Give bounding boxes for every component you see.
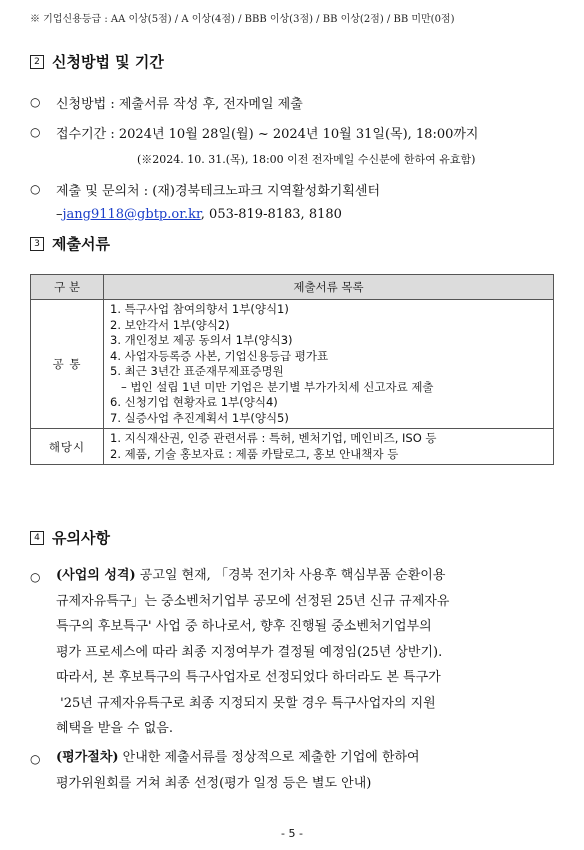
notice-evaluation-procedure: (평가절차) 안내한 제출서류를 정상적으로 제출한 기업에 한하여 평가위원회를 거쳐 최종 선정(평가 일정 등은 별도 안내) xyxy=(56,750,420,791)
table-row xyxy=(31,300,554,429)
bullet-icon: ○ xyxy=(30,570,41,584)
section-number-box: 2 xyxy=(30,55,44,69)
section-number-box: 4 xyxy=(30,531,44,545)
row-category: 공 통 xyxy=(31,300,104,429)
row-items xyxy=(104,300,554,429)
column-header: 제출서류 목록 xyxy=(104,275,554,300)
table-header-row xyxy=(31,275,554,300)
list-item: – 법인 설립 1년 미만 기업은 분기별 부가가치세 신고자료 제출 xyxy=(110,379,434,394)
list-item: 2. 보안각서 1부(양식2) xyxy=(110,317,230,332)
section-2-heading xyxy=(30,51,164,72)
column-header: 구 분 xyxy=(31,275,104,300)
bullet-icon: ○ xyxy=(30,752,41,766)
list-item: 3. 개인정보 제공 동의서 1부(양식3) xyxy=(110,333,293,347)
period-note: (※2024. 10. 31.(목), 18:00 이전 전자메일 수신분에 한하여 유효함) xyxy=(137,153,476,166)
table-row xyxy=(31,429,554,465)
notice-heading: (평가절차) xyxy=(56,750,119,765)
notice-business-nature: (사업의 성격) 공고일 현재, 「경북 전기차 사용후 핵심부품 순환이용 규제자유특구」는 중소벤처기업부 공모에 선정된 25년 신규 규제자유 특구의 후보특구' 사업 중 하나로서, 향후 진행될 중소벤처기업부의 평가 프로세스에 따라 최종 지정여부가 결정될 예정임(25년 상반기). 따라서, 본 후보특구의 특구사업자로 선정되었다 하더라도 본 특구가 '25년 규제자유특구로 최종 지정되지 못할 경우 특구사업자의 지원 혜택을 받을 수 없음. xyxy=(56,568,450,736)
notice-heading: (사업의 성격) xyxy=(56,568,136,583)
credit-grade-note: ※ 기업신용등급 : AA 이상(5점) / A 이상(4점) / BBB 이상(3점) / BB 이상(2점) / BB 미만(0점) xyxy=(30,14,455,25)
section-number-box: 3 xyxy=(30,237,44,251)
contact-info: 제출 및 문의처 : (재)경북테크노파크 지역활성화기획센터 xyxy=(56,184,381,199)
application-period: 접수기간 : 2024년 10월 28일(월) ~ 2024년 10월 31일(목), 18:00까지 xyxy=(56,127,479,142)
section-title: 유의사항 xyxy=(52,529,110,547)
bullet-icon: ○ xyxy=(30,125,41,139)
row-category: 해당시 xyxy=(31,429,104,465)
list-item: 6. 신청기업 현황자료 1부(양식4) xyxy=(110,395,278,409)
list-item: 5. 최근 3년간 표준재무제표증명원 xyxy=(110,364,284,378)
list-item: 7. 실증사업 추진계획서 1부(양식5) xyxy=(110,410,289,425)
email-link[interactable]: jang9118@gbtp.or.kr xyxy=(62,207,201,222)
section-4-heading xyxy=(30,527,110,548)
section-title: 제출서류 xyxy=(52,235,110,253)
bullet-icon: ○ xyxy=(30,95,41,109)
documents-table xyxy=(30,274,554,465)
application-method: 신청방법 : 제출서류 작성 후, 전자메일 제출 xyxy=(56,97,303,112)
list-item: 1. 특구사업 참여의향서 1부(양식1) xyxy=(110,302,289,316)
section-3-heading xyxy=(30,233,110,254)
page-number: - 5 - xyxy=(281,827,303,840)
row-items xyxy=(104,429,554,465)
section-title: 신청방법 및 기간 xyxy=(52,53,164,71)
contact-detail: –jang9118@gbtp.or.kr, 053-819-8183, 8180 xyxy=(56,207,342,222)
contact-phone: , 053-819-8183, 8180 xyxy=(200,207,342,222)
list-item: 1. 지식재산권, 인증 관련서류 : 특허, 벤처기업, 메인비즈, ISO 등 xyxy=(110,431,437,445)
list-item: 2. 제품, 기술 홍보자료 : 제품 카탈로그, 홍보 안내책자 등 xyxy=(110,446,399,461)
list-item: 4. 사업자등록증 사본, 기업신용등급 평가표 xyxy=(110,348,329,363)
bullet-icon: ○ xyxy=(30,182,41,196)
